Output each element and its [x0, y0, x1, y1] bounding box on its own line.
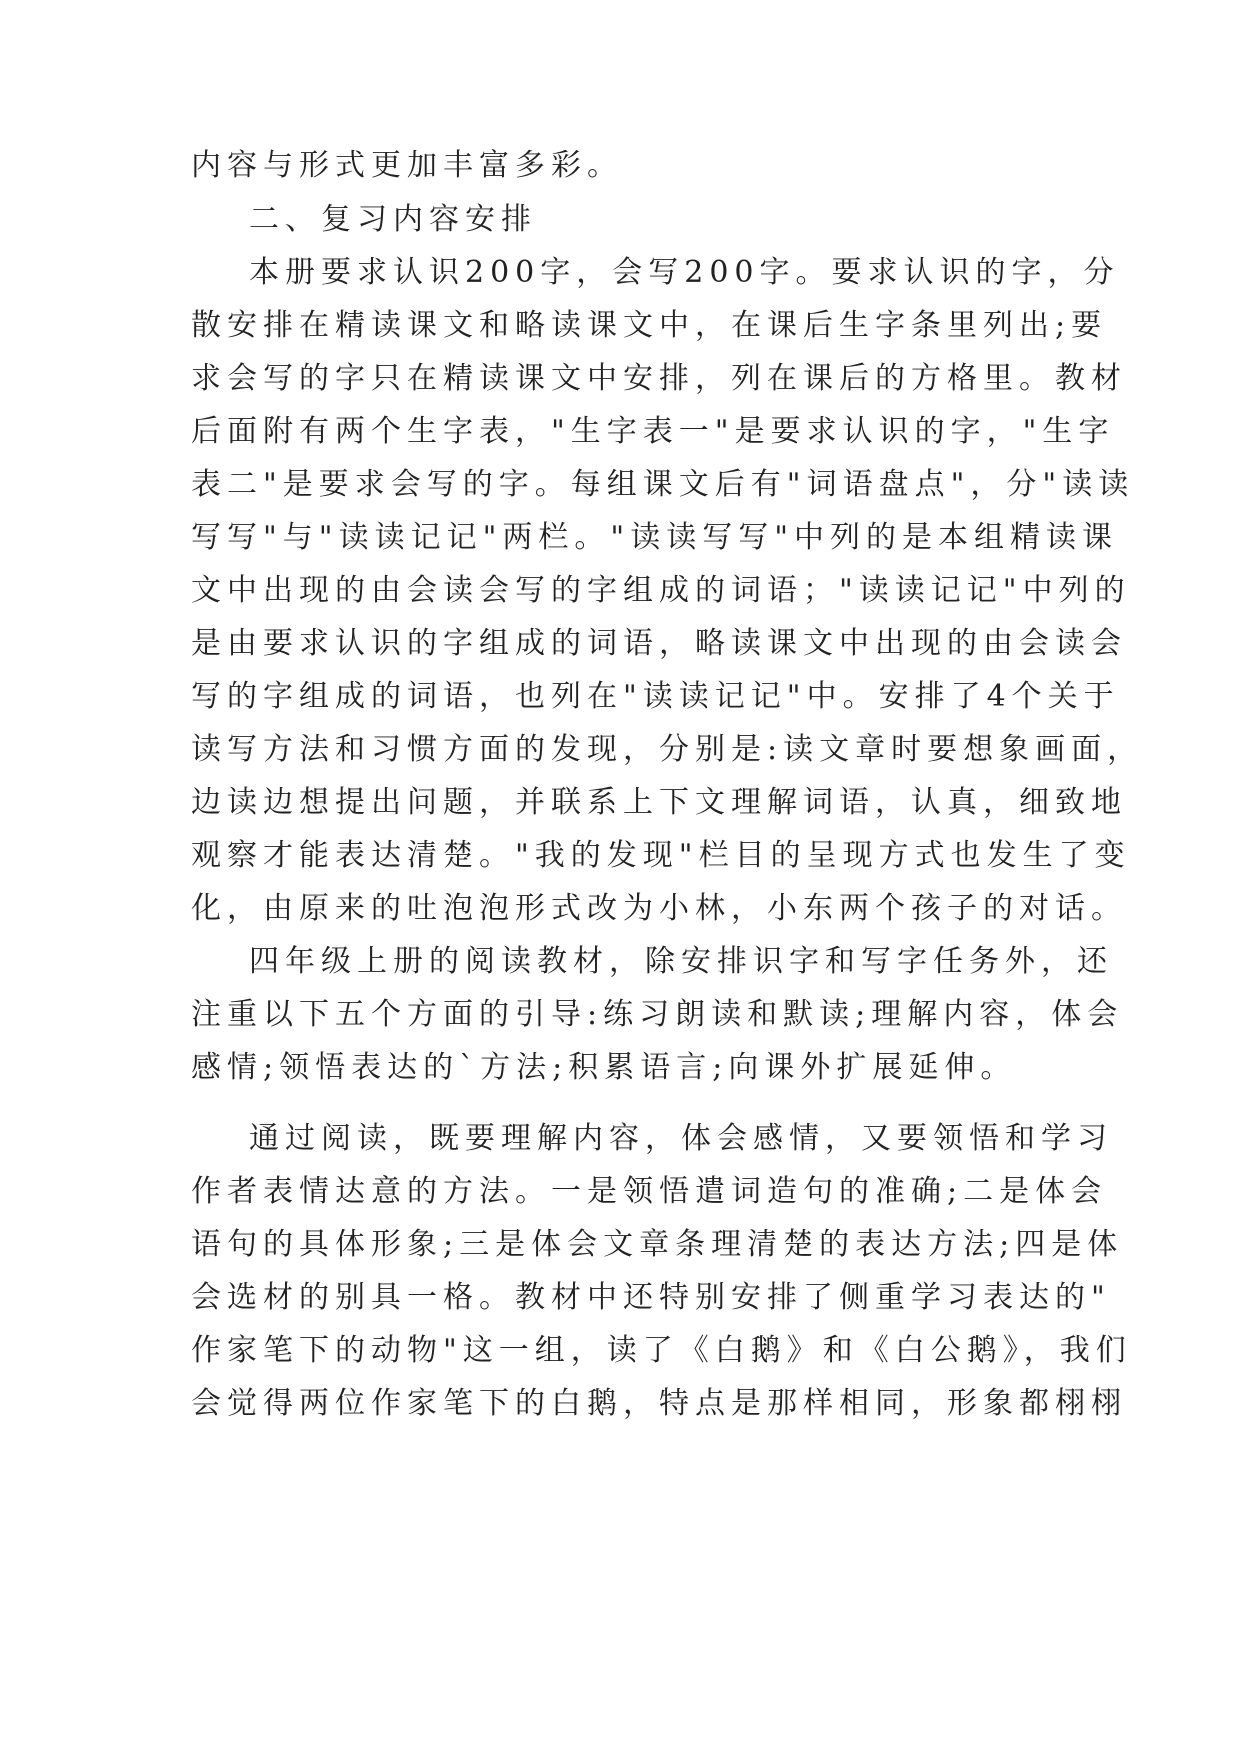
text-line: 文中出现的由会读会写的字组成的词语；"读读记记"中列的 [191, 573, 1131, 608]
text-line: 求会写的字只在精读课文中安排，列在课后的方格里。教材 [191, 361, 1127, 396]
text-line: 边读边想提出问题，并联系上下文理解词语，认真，细致地 [191, 785, 1127, 820]
text-line: 写的字组成的词语，也列在"读读记记"中。安排了4个关于 [191, 679, 1120, 714]
text-line: 本册要求认识200字，会写200字。要求认识的字，分 [249, 255, 1120, 290]
text-line: 写写"与"读读记记"两栏。"读读写写"中列的是本组精读课 [191, 520, 1118, 555]
text-line: 读写方法和习惯方面的发现，分别是:读文章时要想象画面， [191, 732, 1144, 767]
section-heading: 二、复习内容安排 [249, 202, 537, 237]
text-line: 内容与形式更加丰富多彩。 [191, 148, 623, 183]
text-line: 会觉得两位作家笔下的白鹅，特点是那样相同，形象都栩栩 [191, 1386, 1127, 1421]
text-line: 后面附有两个生字表，"生字表一"是要求认识的字，"生字 [191, 414, 1115, 449]
text-line: 注重以下五个方面的引导:练习朗读和默读;理解内容，体会 [191, 997, 1124, 1032]
text-line: 通过阅读，既要理解内容，体会感情，又要领悟和学习 [249, 1121, 1113, 1156]
text-line: 表二"是要求会写的字。每组课文后有"词语盘点"，分"读读 [191, 467, 1135, 502]
text-line: 散安排在精读课文和略读课文中，在课后生字条里列出;要 [191, 308, 1108, 343]
text-line: 观察才能表达清楚。"我的发现"栏目的呈现方式也发生了变 [191, 838, 1131, 873]
text-line: 感情;领悟表达的`方法;积累语言;向课外扩展延伸。 [191, 1050, 1017, 1085]
text-line: 作者表情达意的方法。一是领悟遣词造句的准确;二是体会 [191, 1174, 1108, 1209]
text-line: 语句的具体形象;三是体会文章条理清楚的表达方法;四是体 [191, 1227, 1124, 1262]
text-line: 是由要求认识的字组成的词语，略读课文中出现的由会读会 [191, 626, 1127, 661]
text-line: 会选材的别具一格。教材中还特别安排了侧重学习表达的" [191, 1280, 1111, 1315]
text-line: 化，由原来的吐泡泡形式改为小林，小东两个孩子的对话。 [191, 891, 1127, 926]
text-line: 作家笔下的动物"这一组，读了《白鹅》和《白公鹅》，我们 [191, 1333, 1132, 1368]
text-line: 四年级上册的阅读教材，除安排识字和写字任务外，还 [249, 944, 1113, 979]
